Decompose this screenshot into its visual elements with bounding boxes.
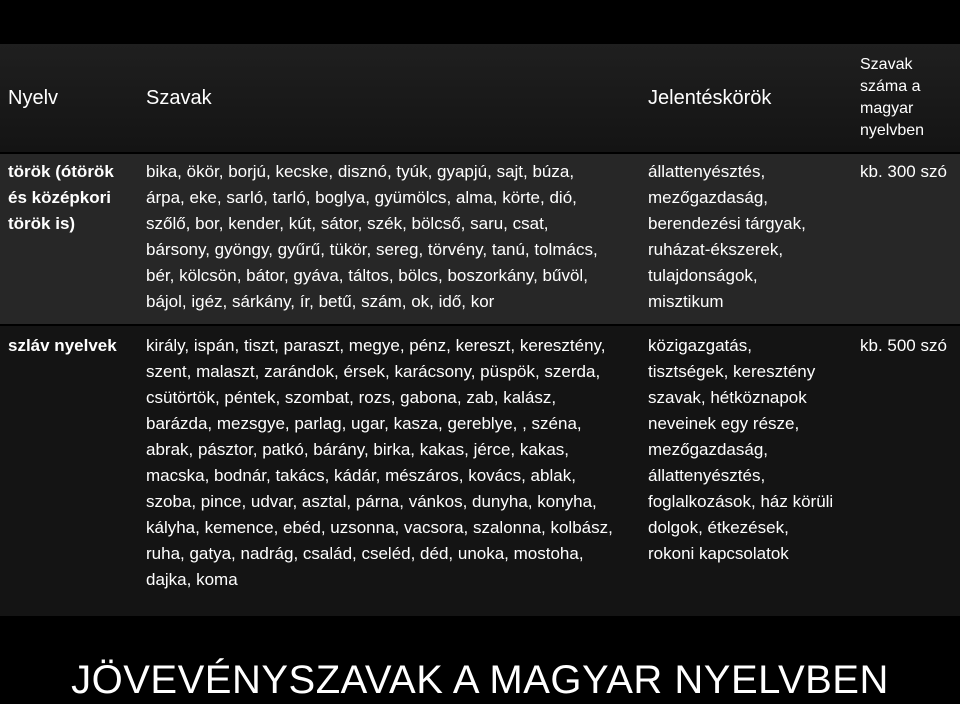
header-szam-line: száma a xyxy=(860,78,921,95)
cell-line: neveinek egy része, xyxy=(648,414,800,433)
cell-line: szőlő, bor, kender, kút, sátor, szék, bölcső, saru, csat, xyxy=(146,214,549,233)
cell-line: bika, ökör, borjú, kecske, disznó, tyúk, gyapjú, sajt, búza, xyxy=(146,162,575,181)
cell-line: állattenyésztés, xyxy=(648,466,766,485)
cell-line: közigazgatás, xyxy=(648,336,752,355)
cell-line: bársony, gyöngy, gyűrű, tükör, sereg, törvény, tanú, tolmács, xyxy=(146,240,598,259)
cell-jelentes xyxy=(640,159,850,324)
header-szam-line: magyar xyxy=(860,100,914,117)
header-szavak: Szavak xyxy=(146,87,212,109)
cell-line: szláv nyelvek xyxy=(8,336,117,355)
table-header-row xyxy=(0,44,960,152)
cell-line: árpa, eke, sarló, tarló, boglya, gyümölcs, alma, körte, dió, xyxy=(146,188,577,207)
cell-line: rokoni kapcsolatok xyxy=(648,544,789,563)
cell-line: csütörtök, péntek, szombat, rozs, gabona, zab, kalász, xyxy=(146,388,557,407)
cell-line: bér, kölcsön, bátor, gyáva, táltos, bölcs, boszorkány, bűvöl, xyxy=(146,266,588,285)
cell-szam: kb. 500 szó xyxy=(860,336,947,355)
cell-line: bájol, igéz, sárkány, ír, betű, szám, ok, idő, kor xyxy=(146,292,495,311)
cell-line: mezőgazdaság, xyxy=(648,188,769,207)
loanwords-table xyxy=(0,44,960,616)
cell-line: mezőgazdaság, xyxy=(648,440,769,459)
header-szam-line: nyelvben xyxy=(860,122,925,139)
cell-line: dolgok, étkezések, xyxy=(648,518,789,537)
cell-jelentes xyxy=(640,333,850,616)
cell-line: állattenyésztés, xyxy=(648,162,766,181)
cell-line: török is) xyxy=(8,214,76,233)
cell-line: macska, bodnár, takács, kádár, mészáros, kovács, ablak, xyxy=(146,466,576,485)
cell-line: ruházat-ékszerek, xyxy=(648,240,784,259)
header-szam xyxy=(850,54,960,142)
cell-line: foglalkozások, ház körüli xyxy=(648,492,834,511)
cell-line: kályha, kemence, ebéd, uzsonna, vacsora, szalonna, kolbász, xyxy=(146,518,613,537)
slide-title: JÖVEVÉNYSZAVAK A MAGYAR NYELVBEN xyxy=(71,658,889,702)
table-row-szlav xyxy=(0,326,960,616)
cell-line: és középkori xyxy=(8,188,111,207)
cell-line: berendezési tárgyak, xyxy=(648,214,806,233)
cell-line: tulajdonságok, xyxy=(648,266,758,285)
header-szam-line: Szavak xyxy=(860,56,913,73)
cell-line: török (ótörök xyxy=(8,162,114,181)
cell-line: szavak, hétköznapok xyxy=(648,388,807,407)
cell-szavak xyxy=(138,159,640,324)
header-jelentes: Jelentéskörök xyxy=(648,87,772,109)
cell-line: ruha, gatya, nadrág, család, cseléd, déd, unoka, mostoha, xyxy=(146,544,584,563)
cell-line: szoba, pince, udvar, asztal, párna, vánkos, dunyha, konyha, xyxy=(146,492,597,511)
cell-line: dajka, koma xyxy=(146,570,238,589)
table-row-torok xyxy=(0,154,960,324)
cell-nyelv xyxy=(0,333,138,616)
cell-line: barázda, mezsgye, parlag, ugar, kasza, gereblye, , széna, xyxy=(146,414,582,433)
cell-line: abrak, pásztor, patkó, bárány, birka, kakas, jérce, kakas, xyxy=(146,440,569,459)
cell-szavak xyxy=(138,333,640,616)
cell-szam: kb. 300 szó xyxy=(860,162,947,181)
cell-line: tisztségek, keresztény xyxy=(648,362,816,381)
cell-line: király, ispán, tiszt, paraszt, megye, pénz, kereszt, keresztény, xyxy=(146,336,606,355)
cell-nyelv xyxy=(0,159,138,324)
cell-line: misztikum xyxy=(648,292,724,311)
header-nyelv: Nyelv xyxy=(8,87,59,109)
cell-line: szent, malaszt, zarándok, érsek, karácsony, püspök, szerda, xyxy=(146,362,601,381)
